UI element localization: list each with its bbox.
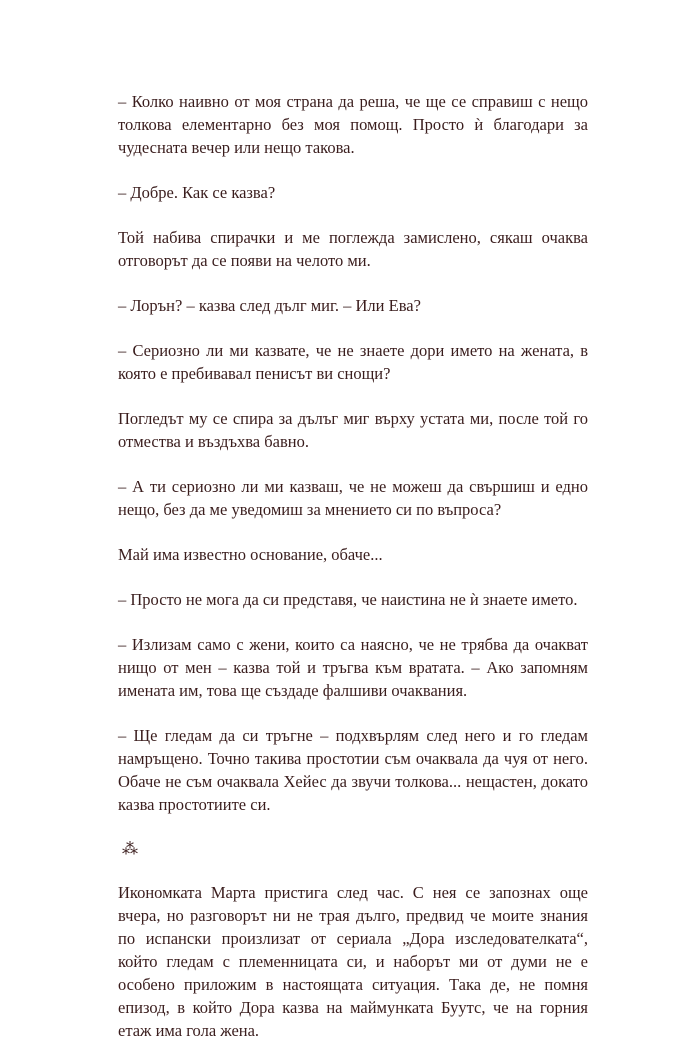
paragraph: Той набива спирачки и ме поглежда замислено, сякаш очаква отговорът да се появи на челото ми.: [118, 228, 588, 270]
paragraph: Икономката Марта пристига след час. С нея се запознах още вчера, но разговорът ни не трая дълго, предвид че моите знания по испански произлизат от сериала „Дора изследователката“, който гледам с племенницата си, и наборът ми от думи не е особено приложим в настоящата ситуация. Така де, не помня епизод, в който Дора казва на маймунката Буутс, че на горния етаж има гола жена.: [118, 883, 588, 1040]
paragraph: – Лорън? – казва след дълг миг. – Или Ева?: [118, 296, 421, 315]
paragraph: – Ще гледам да си тръгне – подхвърлям след него и го гледам намръщено. Точно такива простотии съм очаквала да чуя от него. Обаче не съм очаквала Хейес да звучи толкова... нещастен, докато казва простотиите си.: [118, 726, 588, 814]
page-content: [118, 90, 588, 1064]
scene-break-asterism: ⁂: [122, 841, 137, 858]
paragraph: – Добре. Как се казва?: [118, 183, 276, 202]
paragraph: – А ти сериозно ли ми казваш, че не можеш да свършиш и едно нещо, без да ме уведомиш за мнението си по въпроса?: [118, 477, 588, 519]
paragraph: – Сериозно ли ми казвате, че не знаете дори името на жената, в която е пребивавал пенисът ви снощи?: [118, 341, 588, 383]
paragraph: – Просто не мога да си представя, че наистина не ѝ знаете името.: [118, 590, 578, 609]
paragraph: – Излизам само с жени, които са наясно, че не трябва да очакват нищо от мен – казва той и тръгва към вратата. – Ако запомням имената им, това ще създаде фалшиви очаквания.: [118, 635, 588, 700]
paragraph: Погледът му се спира за дълъг миг върху устата ми, после той го отмества и въздъхва бавно.: [118, 409, 588, 451]
paragraph: – Колко наивно от моя страна да реша, че ще се справиш с нещо толкова елементарно без моя помощ. Просто ѝ благодари за чудесната вечер или нещо такова.: [118, 92, 588, 157]
paragraph: Май има известно основание, обаче...: [118, 545, 383, 564]
